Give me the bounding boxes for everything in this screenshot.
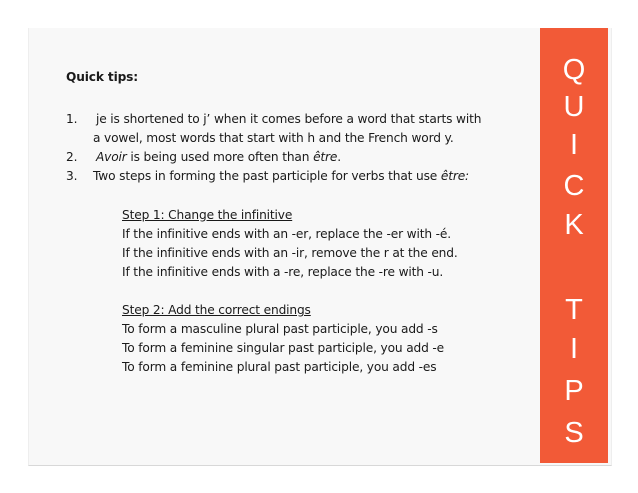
item-number: 3.	[66, 169, 78, 183]
sidebar-letter: S	[564, 417, 584, 449]
quick-tips-sidebar	[540, 28, 608, 463]
etre-word: être	[313, 150, 338, 164]
tips-heading: Quick tips:	[66, 70, 138, 84]
step-1-line: If the infinitive ends with an -er, replace the -er with -é.	[122, 227, 451, 241]
sidebar-letter: I	[569, 129, 579, 161]
sidebar-letter: Q	[562, 54, 586, 86]
etre-word: être:	[440, 169, 470, 183]
tip-2	[96, 150, 341, 164]
item-number: 2.	[66, 150, 78, 164]
step-1-line: If the infinitive ends with a -re, replace the -re with -u.	[122, 265, 444, 279]
tip-1-line-2: a vowel, most words that start with h and the French word y.	[93, 131, 454, 145]
sidebar-letter: P	[564, 375, 584, 407]
tip-3	[93, 169, 469, 183]
step-2-title: Step 2: Add the correct endings	[122, 303, 311, 317]
step-2-line: To form a masculine plural past participle, you add -s	[122, 322, 438, 336]
step-2-line: To form a feminine singular past participle, you add -e	[122, 341, 445, 355]
tip-1-line-1: je is shortened to j’ when it comes before a word that starts with	[96, 112, 482, 126]
sidebar-letter: K	[564, 209, 584, 241]
tip-3-text: Two steps in forming the past participle for verbs that use	[93, 169, 441, 183]
avoir-word: Avoir	[96, 150, 127, 164]
sidebar-letter: C	[563, 170, 585, 202]
sidebar-letter: U	[563, 91, 585, 123]
step-1-line: If the infinitive ends with an -ir, remove the r at the end.	[122, 246, 458, 260]
step-2-line: To form a feminine plural past participle, you add -es	[122, 360, 437, 374]
tip-2-text: is being used more often than	[126, 150, 314, 164]
sidebar-letter: I	[569, 333, 579, 365]
sidebar-letter: T	[565, 294, 583, 326]
item-number: 1.	[66, 112, 78, 126]
tip-2-end: .	[337, 150, 341, 164]
step-1-title: Step 1: Change the infinitive	[122, 208, 293, 222]
